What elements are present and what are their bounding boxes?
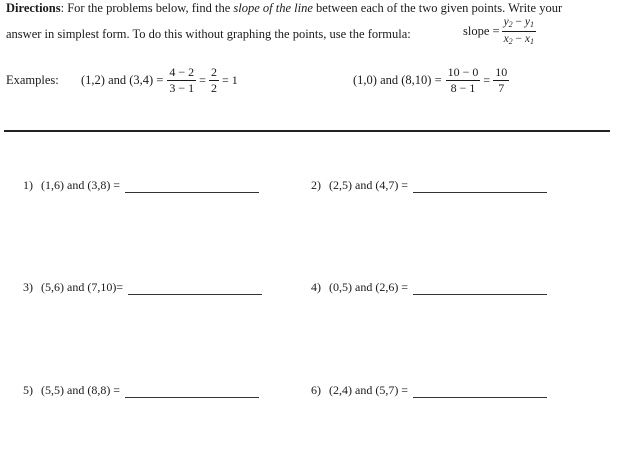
problem-6: [311, 383, 547, 398]
problem-number: 5): [23, 383, 33, 397]
example-2-fraction-1-num: 10 − 0: [446, 66, 481, 81]
y1-subscript: 1: [530, 20, 535, 29]
problem-number: 3): [23, 280, 33, 294]
example-2-fraction-2: [493, 66, 509, 95]
x1-subscript: 1: [530, 36, 535, 46]
answer-blank[interactable]: [128, 283, 262, 295]
problem-4: [311, 280, 547, 295]
denominator-minus: −: [512, 32, 525, 45]
section-divider: [4, 130, 610, 132]
slope-formula-label: slope =: [463, 23, 500, 38]
example-1-fraction-1: [167, 66, 196, 95]
answer-blank[interactable]: [413, 283, 547, 295]
example-1-fraction-1-num: 4 − 2: [167, 66, 196, 81]
example-2-points: (1,0) and (8,10) =: [353, 73, 442, 88]
problem-points: (2,4) and (5,7) =: [329, 383, 409, 397]
problem-1: [23, 178, 259, 193]
problem-points: (1,6) and (3,8) =: [41, 178, 121, 192]
example-1: [81, 66, 241, 95]
example-1-equals: =: [199, 73, 206, 88]
directions-line-2: answer in simplest form. To do this without graphing the points, use the formula:: [6, 27, 411, 41]
directions-line-1: [6, 1, 562, 16]
directions-text-b: between each of the two given points. Write your: [312, 1, 563, 15]
x2-subscript: 2: [508, 36, 513, 46]
y2-var: y: [503, 16, 509, 28]
problem-3: [23, 280, 262, 295]
answer-blank[interactable]: [125, 181, 259, 193]
slope-formula-numerator: [502, 16, 536, 32]
answer-blank[interactable]: [125, 386, 259, 398]
problem-number: 1): [23, 178, 33, 192]
examples-label: Examples:: [6, 73, 59, 87]
numerator-minus: −: [512, 16, 525, 28]
example-1-result: = 1: [221, 73, 238, 88]
problem-points: (2,5) and (4,7) =: [329, 178, 409, 192]
slope-formula-denominator: [502, 32, 536, 47]
problem-points: (0,5) and (2,6) =: [329, 280, 409, 294]
example-2-fraction-1: [446, 66, 481, 95]
problem-2: [311, 178, 547, 193]
x1-var: x: [524, 32, 531, 45]
example-2: [353, 66, 509, 95]
example-1-fraction-1-den: 3 − 1: [169, 81, 195, 96]
y2-subscript: 2: [508, 20, 513, 29]
example-1-points: (1,2) and (3,4) =: [81, 73, 164, 88]
y1-var: y: [524, 16, 531, 28]
slope-formula-fraction: [502, 16, 536, 47]
example-2-equals: =: [483, 73, 491, 88]
problem-number: 4): [311, 280, 321, 294]
answer-blank[interactable]: [413, 181, 547, 193]
example-1-fraction-2: [209, 66, 219, 95]
example-1-fraction-2-num: 2: [209, 66, 219, 81]
problem-number: 2): [311, 178, 321, 192]
x2-var: x: [503, 32, 509, 45]
slope-formula: [463, 16, 536, 47]
directions-text-a: : For the problems below, find the: [60, 1, 234, 15]
example-1-fraction-2-den: 2: [210, 81, 217, 96]
example-2-fraction-2-den: 7: [498, 81, 505, 96]
answer-blank[interactable]: [413, 386, 547, 398]
directions-label: Directions: [6, 1, 61, 15]
problem-points: (5,5) and (8,8) =: [41, 383, 121, 397]
directions-italic-term: slope of the line: [233, 1, 313, 15]
problem-5: [23, 383, 259, 398]
example-2-fraction-1-den: 8 − 1: [450, 81, 476, 96]
problem-points: (5,6) and (7,10)=: [41, 280, 124, 294]
problem-number: 6): [311, 383, 321, 397]
example-2-fraction-2-num: 10: [493, 66, 509, 81]
